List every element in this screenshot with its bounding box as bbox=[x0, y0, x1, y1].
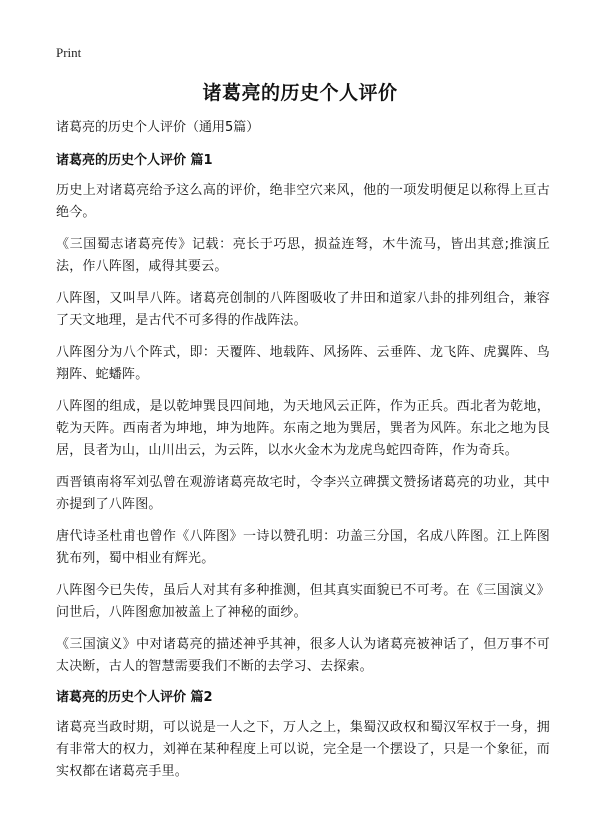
paragraph: 西晋镇南将军刘弘曾在观游诸葛亮故宅时，令李兴立碑撰文赞扬诸葛亮的功业，其中亦提到了八阵图。 bbox=[56, 475, 550, 512]
section-heading: 诸葛亮的历史个人评价 篇1 bbox=[56, 153, 213, 168]
paragraph: 八阵图，又叫旱八阵。诸葛亮创制的八阵图吸收了井田和道家八卦的排列组合，兼容了天文地理，是古代不可多得的作战阵法。 bbox=[56, 291, 550, 328]
paragraph: 八阵图的组成，是以乾坤巽艮四间地，为天地风云正阵，作为正兵。西北者为乾地，乾为天阵。西南者为坤地，坤为地阵。东南之地为巽居，巽者为风阵。东北之地为艮居，艮者为山，山川出云，为云阵，以水火金木为龙虎鸟蛇四奇阵，作为奇兵。 bbox=[56, 399, 550, 458]
document-body bbox=[56, 118, 550, 793]
section-heading: 诸葛亮的历史个人评价 篇2 bbox=[56, 690, 213, 705]
paragraph: 诸葛亮当政时期，可以说是一人之下，万人之上，集蜀汉政权和蜀汉军权于一身，拥有非常大的权力，刘禅在某种程度上可以说，完全是一个摆设了，只是一个象征，而实权都在诸葛亮手里。 bbox=[56, 720, 550, 779]
document-subtitle: 诸葛亮的历史个人评价（通用5篇） bbox=[56, 120, 260, 135]
paragraph: 《三国演义》中对诸葛亮的描述神乎其神，很多人认为诸葛亮被神话了，但万事不可太决断，古人的智慧需要我们不断的去学习、去探索。 bbox=[56, 637, 550, 674]
paragraph: 《三国蜀志诸葛亮传》记载：亮长于巧思，损益连弩，木牛流马，皆出其意;推演丘法，作八阵图，咸得其要云。 bbox=[56, 237, 550, 274]
paragraph: 八阵图分为八个阵式，即：天覆阵、地载阵、风扬阵、云垂阵、龙飞阵、虎翼阵、鸟翔阵、蛇蟠阵。 bbox=[56, 345, 550, 382]
section-1 bbox=[56, 151, 550, 678]
print-link[interactable]: Print bbox=[56, 45, 82, 60]
paragraph: 历史上对诸葛亮给予这么高的评价，绝非空穴来风，他的一项发明便足以称得上亘古绝今。 bbox=[56, 183, 550, 220]
paragraph: 八阵图今已失传，虽后人对其有多种推测，但其真实面貌已不可考。在《三国演义》问世后，八阵图愈加被盖上了神秘的面纱。 bbox=[56, 583, 550, 620]
page-title: 诸葛亮的历史个人评价 bbox=[202, 82, 398, 104]
paragraph: 唐代诗圣杜甫也曾作《八阵图》一诗以赞孔明：功盖三分国，名成八阵图。江上阵图犹布列，蜀中相业有辉光。 bbox=[56, 529, 550, 566]
section-2 bbox=[56, 688, 550, 783]
